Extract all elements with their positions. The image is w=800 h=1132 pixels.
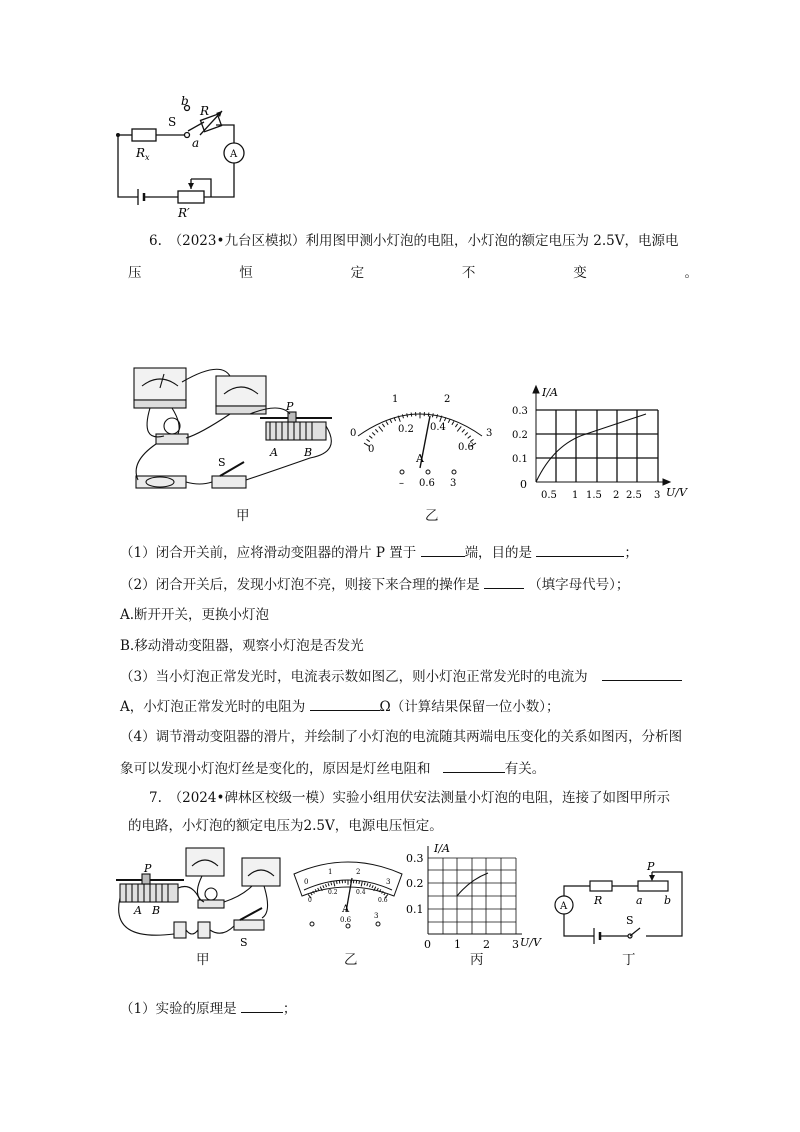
q6-meter-unit: A bbox=[416, 452, 424, 465]
meter-tick bbox=[318, 888, 319, 891]
switch-s-label: S bbox=[168, 115, 177, 129]
q7-switch-label: S bbox=[240, 936, 248, 949]
meter-tick bbox=[323, 885, 324, 888]
q6-stem-line2: 压 恒 定 不 变 。 bbox=[128, 265, 698, 281]
q7-circuit-a-label: a bbox=[636, 894, 643, 907]
q6-graph-ylabel: I/A bbox=[542, 386, 558, 399]
q6-part3-line1: （3）当小灯泡正常发光时，电流表示数如图乙，则小灯泡正常发光时的电流为 bbox=[120, 666, 682, 687]
q6-graph-xlabel: U/V bbox=[666, 486, 687, 499]
q7-circuit-s-label: S bbox=[626, 914, 634, 927]
resistor-r-label: R bbox=[200, 104, 210, 118]
meter-tick bbox=[411, 413, 412, 417]
meter-tick bbox=[428, 413, 429, 417]
q6-apparatus-figure bbox=[120, 362, 345, 502]
q6-terminal-neg: – bbox=[399, 478, 404, 489]
meter-tick bbox=[375, 429, 378, 432]
q6-stem-line1: 6. （2023•九台区模拟）利用图甲测小灯泡的电阻，小灯泡的额定电压为 2.5V，电源电 bbox=[149, 233, 679, 249]
q6-slider-p-label: P bbox=[286, 400, 294, 413]
q7-terminal-06: 0.6 bbox=[340, 916, 352, 924]
meter-tick bbox=[386, 421, 388, 424]
q7-graph-xlabel: U/V bbox=[520, 936, 541, 949]
meter-tick bbox=[390, 419, 392, 423]
q6-part3-line2: A，小灯泡正常发光时的电阻为 Ω（计算结果保留一位小数）； bbox=[120, 696, 560, 717]
meter-tick bbox=[367, 883, 368, 886]
meter-tick bbox=[432, 413, 433, 417]
q6-xtick-15: 1.5 bbox=[586, 490, 602, 501]
meter-tick bbox=[369, 436, 372, 439]
meter-tick bbox=[462, 429, 465, 432]
meter-tick bbox=[361, 882, 362, 887]
q6-switch-label: S bbox=[218, 456, 226, 469]
resistor-rx-subscript: x bbox=[145, 153, 150, 162]
q6-end-b-label: B bbox=[304, 446, 313, 459]
meter-tick bbox=[364, 882, 365, 885]
q7-graph-ylabel: I/A bbox=[434, 842, 450, 855]
meter-tick bbox=[372, 432, 375, 435]
meter-tick bbox=[448, 419, 450, 423]
terminal-a-label: a bbox=[192, 136, 200, 150]
q6-part4-blank[interactable] bbox=[443, 758, 505, 773]
q6-end-a-label: A bbox=[270, 446, 278, 459]
q7-meter-top-3: 3 bbox=[386, 878, 391, 886]
q7-xtick-2: 2 bbox=[483, 938, 490, 951]
resistor-rx-label: R bbox=[136, 146, 146, 160]
q6-part2-blank[interactable] bbox=[484, 574, 524, 589]
q7-part1: （1）实验的原理是 ； bbox=[120, 998, 296, 1019]
q6-part2: （2）闭合开关后，发现小灯泡不亮，则接下来合理的操作是 （填字母代号）； bbox=[120, 574, 629, 595]
q7-ammeter-dial bbox=[290, 852, 406, 942]
meter-tick bbox=[468, 436, 471, 439]
q7-meter-top-2: 2 bbox=[356, 868, 361, 876]
top-circuit-diagram bbox=[108, 94, 258, 220]
q7-caption-yi: 乙 bbox=[344, 952, 358, 968]
q7-circuit-r-label: R bbox=[594, 894, 603, 907]
meter-tick bbox=[452, 421, 454, 424]
q6-meter-bottom-0: 0 bbox=[368, 444, 375, 455]
q6-graph-origin: 0 bbox=[520, 478, 527, 491]
meter-tick bbox=[328, 883, 329, 886]
meter-tick bbox=[437, 414, 438, 418]
q6-option-b: B.移动滑动变阻器，观察小灯泡是否发光 bbox=[120, 638, 364, 654]
q7-xtick-1: 1 bbox=[454, 938, 461, 951]
q7-circuit-b-label: b bbox=[664, 894, 672, 907]
meter-tick bbox=[455, 424, 457, 427]
terminal-b-label: b bbox=[181, 94, 189, 108]
q6-caption-jia: 甲 bbox=[236, 508, 250, 524]
q6-option-a: A.断开开关，更换小灯泡 bbox=[120, 607, 270, 623]
meter-tick bbox=[367, 439, 370, 441]
q7-circuit-p-label: P bbox=[647, 860, 655, 873]
q7-meter-bottom-3: 0.6 bbox=[378, 897, 388, 904]
meter-tick bbox=[377, 888, 378, 891]
q6-ammeter-dial bbox=[344, 388, 496, 488]
q7-meter-bottom-0: 0 bbox=[308, 897, 312, 904]
meter-tick bbox=[402, 414, 403, 418]
q6-part4-line1: （4）调节滑动变阻器的滑片，并绘制了小灯泡的电流随其两端电压变化的关系如图丙，分析图 bbox=[120, 729, 683, 745]
q6-meter-top-0: 0 bbox=[350, 428, 357, 439]
q6-meter-top-1: 1 bbox=[392, 394, 399, 405]
q6-part3-blank-current[interactable] bbox=[602, 666, 682, 681]
meter-tick bbox=[337, 881, 338, 884]
q6-part1-blank-purpose[interactable] bbox=[536, 542, 624, 557]
q7-part1-blank[interactable] bbox=[241, 998, 283, 1013]
meter-tick bbox=[359, 881, 360, 884]
q6-caption-yi: 乙 bbox=[425, 508, 439, 524]
q7-end-b-label: B bbox=[152, 904, 161, 917]
q7-ytick-03: 0.3 bbox=[406, 852, 424, 865]
meter-tick bbox=[465, 432, 468, 435]
ammeter-label: A bbox=[230, 149, 238, 160]
meter-tick bbox=[334, 882, 335, 887]
meter-tick bbox=[369, 884, 370, 887]
q6-meter-bottom-2: 0.4 bbox=[430, 422, 446, 433]
rheostat-label: R′ bbox=[178, 206, 190, 220]
q7-slider-p-label: P bbox=[144, 862, 152, 875]
q6-iu-graph bbox=[506, 384, 686, 506]
q7-meter-top-0: 0 bbox=[304, 878, 309, 886]
meter-tick bbox=[372, 885, 373, 888]
q6-ytick-03: 0.3 bbox=[512, 406, 528, 417]
q7-caption-ding: 丁 bbox=[622, 952, 636, 968]
q7-ytick-02: 0.2 bbox=[406, 877, 424, 890]
q6-xtick-1: 1 bbox=[572, 490, 579, 501]
q6-part4-line2: 象可以发现小灯泡灯丝是变化的，原因是灯丝电阻和 有关。 bbox=[120, 758, 545, 779]
q6-xtick-05: 0.5 bbox=[541, 490, 557, 501]
q6-meter-bottom-3: 0.6 bbox=[458, 442, 474, 453]
q6-meter-bottom-1: 0.2 bbox=[398, 424, 414, 435]
q6-part3-blank-resistance[interactable] bbox=[310, 696, 380, 711]
q7-meter-top-1: 1 bbox=[328, 868, 333, 876]
q6-ytick-01: 0.1 bbox=[512, 454, 528, 465]
q7-stem-line2: 的电路，小灯泡的额定电压为2.5V，电源电压恒定。 bbox=[128, 818, 443, 834]
q7-end-a-label: A bbox=[134, 904, 142, 917]
q6-meter-top-3: 3 bbox=[486, 428, 493, 439]
q7-apparatus-figure bbox=[112, 842, 290, 952]
meter-tick bbox=[407, 413, 408, 417]
meter-tick bbox=[325, 884, 326, 887]
q7-circuit-diagram bbox=[550, 860, 692, 950]
q6-terminal-3: 3 bbox=[450, 478, 457, 489]
q7-stem-line1: 7. （2024•碑林区校级一模）实验小组用伏安法测量小灯泡的电阻，连接了如图甲所示 bbox=[149, 790, 670, 806]
q6-meter-top-2: 2 bbox=[444, 394, 451, 405]
q7-xtick-3: 3 bbox=[512, 938, 519, 951]
q6-xtick-2: 2 bbox=[613, 490, 620, 501]
meter-tick bbox=[331, 882, 332, 885]
q7-ytick-01: 0.1 bbox=[406, 903, 424, 916]
meter-tick bbox=[382, 424, 384, 427]
q6-terminal-06: 0.6 bbox=[419, 478, 435, 489]
q6-xtick-3: 3 bbox=[654, 490, 661, 501]
q7-caption-bing: 丙 bbox=[470, 952, 484, 968]
q7-terminal-3: 3 bbox=[374, 912, 379, 920]
q7-iu-graph bbox=[404, 842, 554, 952]
q7-meter-bottom-1: 0.2 bbox=[328, 889, 338, 896]
q6-part1-blank-end[interactable] bbox=[421, 542, 465, 557]
q6-xtick-25: 2.5 bbox=[626, 490, 642, 501]
q6-ytick-02: 0.2 bbox=[512, 430, 528, 441]
meter-tick bbox=[457, 426, 461, 431]
q7-circuit-ammeter-label: A bbox=[560, 901, 568, 912]
meter-tick bbox=[379, 426, 383, 431]
q7-caption-jia: 甲 bbox=[196, 952, 210, 968]
q7-meter-unit: A bbox=[342, 904, 350, 915]
q7-xtick-0: 0 bbox=[424, 938, 431, 951]
q6-part1: （1）闭合开关前，应将滑动变阻器的滑片 P 置于 端，目的是 ； bbox=[120, 542, 638, 563]
q7-meter-bottom-2: 0.4 bbox=[356, 889, 366, 896]
